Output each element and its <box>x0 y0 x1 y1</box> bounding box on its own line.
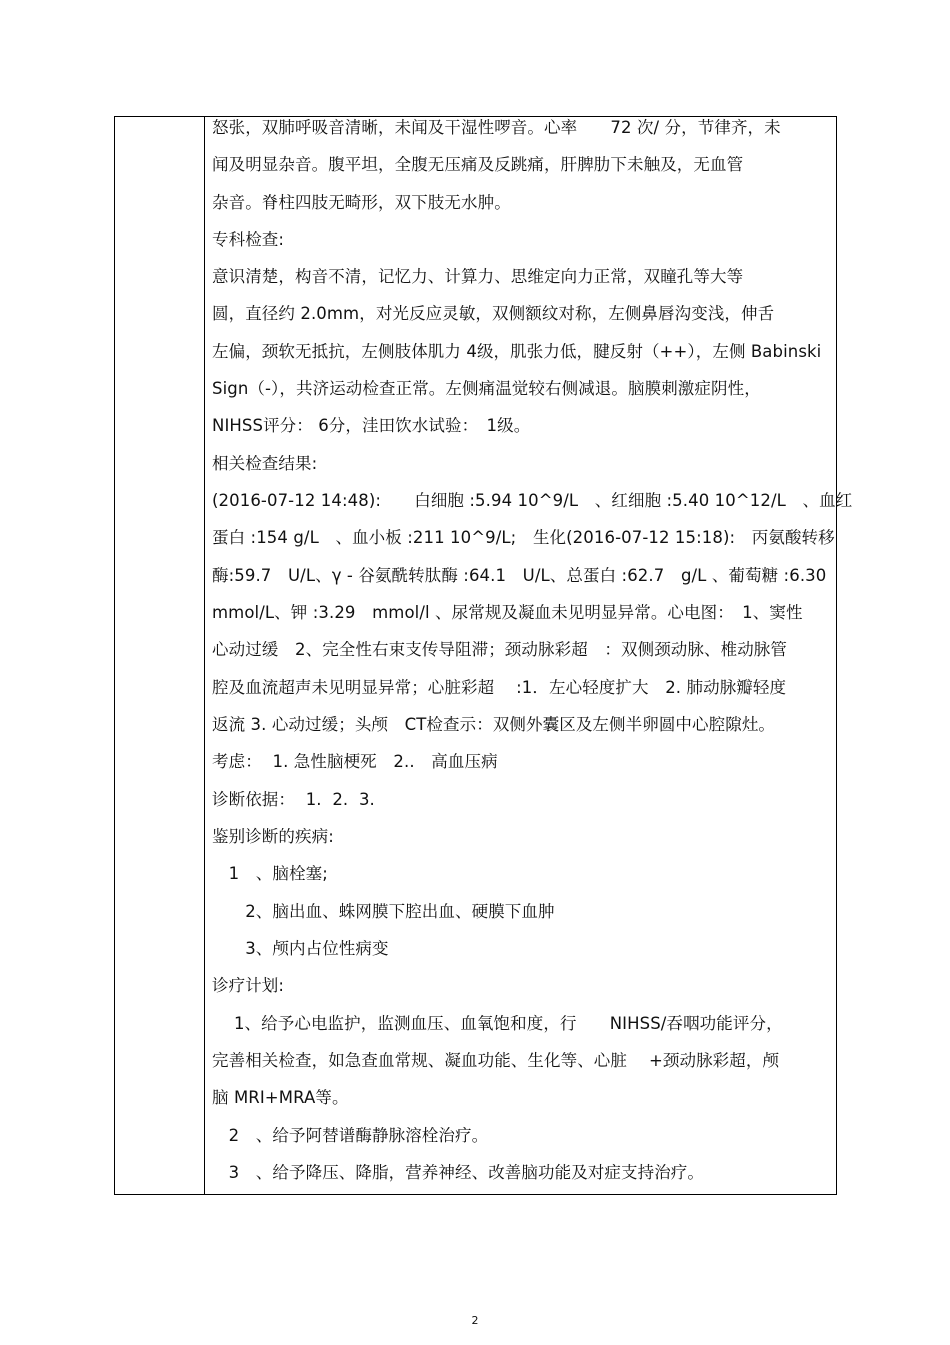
list-item: 2 、给予阿替谱酶静脉溶栓治疗。 <box>212 1126 489 1145</box>
text-line: 心动过缓 2、完全性右束支传导阻滞；颈动脉彩超 ：双侧颈动脉、椎动脉管 <box>212 640 787 659</box>
page-number: 2 <box>471 1314 479 1327</box>
list-item: 1 、脑栓塞; <box>212 864 328 883</box>
text-line: NIHSS评分： 6分，洼田饮水试验： 1级。 <box>212 416 531 435</box>
text-line: 杂音。脊柱四肢无畸形，双下肢无水肿。 <box>212 193 511 212</box>
text-line: 蛋白 :154 g/L 、血小板 :211 10^9/L; 生化(2016-07-12 15:18): 丙氨酸转移 <box>212 528 835 547</box>
text-line: Sign（-），共济运动检查正常。左侧痛温觉较右侧减退。脑膜刺激症阴性， <box>212 379 761 398</box>
section-heading: 诊疗计划: <box>212 976 285 995</box>
section-heading: 相关检查结果: <box>212 454 318 473</box>
list-item: 1、给予心电监护，监测血压、血氧饱和度，行 NIHSS/吞咽功能评分， <box>212 1014 783 1033</box>
text-line: 意识清楚，构音不清，记忆力、计算力、思维定向力正常，双瞳孔等大等 <box>212 267 744 286</box>
list-item: 3、颅内占位性病变 <box>212 939 389 958</box>
text-line: 圆，直径约 2.0mm，对光反应灵敏，双侧额纹对称，左侧鼻唇沟变浅，伸舌 <box>212 304 775 323</box>
text-line: 腔及血流超声未见明显异常；心脏彩超 :1．左心轻度扩大 2. 肺动脉瓣轻度 <box>212 678 787 697</box>
list-item: 2、脑出血、蛛网膜下腔出血、硬膜下血肿 <box>212 902 555 921</box>
text-line: mmol/L、钾 :3.29 mmol/l 、尿常规及凝血未见明显异常。心电图： 1、窦性 <box>212 603 803 622</box>
text-line: 闻及明显杂音。腹平坦，全腹无压痛及反跳痛，肝脾肋下未触及，无血管 <box>212 155 744 174</box>
text-line: 诊断依据： 1. 2. 3. <box>212 790 375 809</box>
text-line: 完善相关检查，如急查血常规、凝血功能、生化等、心脏 +颈动脉彩超，颅 <box>212 1051 780 1070</box>
section-heading: 专科检查: <box>212 230 285 249</box>
text-line: (2016-07-12 14:48): 白细胞 :5.94 10^9/L 、红细胞 :5.40 10^12/L 、血红 <box>212 491 853 510</box>
text-line: 左偏，颈软无抵抗，左侧肢体肌力 4级，肌张力低，腱反射（++），左侧 Babinski <box>212 342 822 361</box>
text-line: 怒张，双肺呼吸音清晰，未闻及干湿性啰音。心率 72 次/ 分，节律齐，未 <box>212 118 781 137</box>
text-line: 酶:59.7 U/L、γ - 谷氨酰转肽酶 :64.1 U/L、总蛋白 :62.7 g/L 、葡萄糖 :6.30 <box>212 566 827 585</box>
text-line: 脑 MRI+MRA等。 <box>212 1088 349 1107</box>
table-column-divider <box>204 116 205 1195</box>
section-heading: 鉴别诊断的疾病: <box>212 827 334 846</box>
text-line: 考虑： 1. 急性脑梗死 2.. 高血压病 <box>212 752 498 771</box>
text-line: 返流 3. 心动过缓；头颅 CT检查示：双侧外囊区及左侧半卵圆中心腔隙灶。 <box>212 715 776 734</box>
list-item: 3 、给予降压、降脂，营养神经、改善脑功能及对症支持治疗。 <box>212 1163 704 1182</box>
